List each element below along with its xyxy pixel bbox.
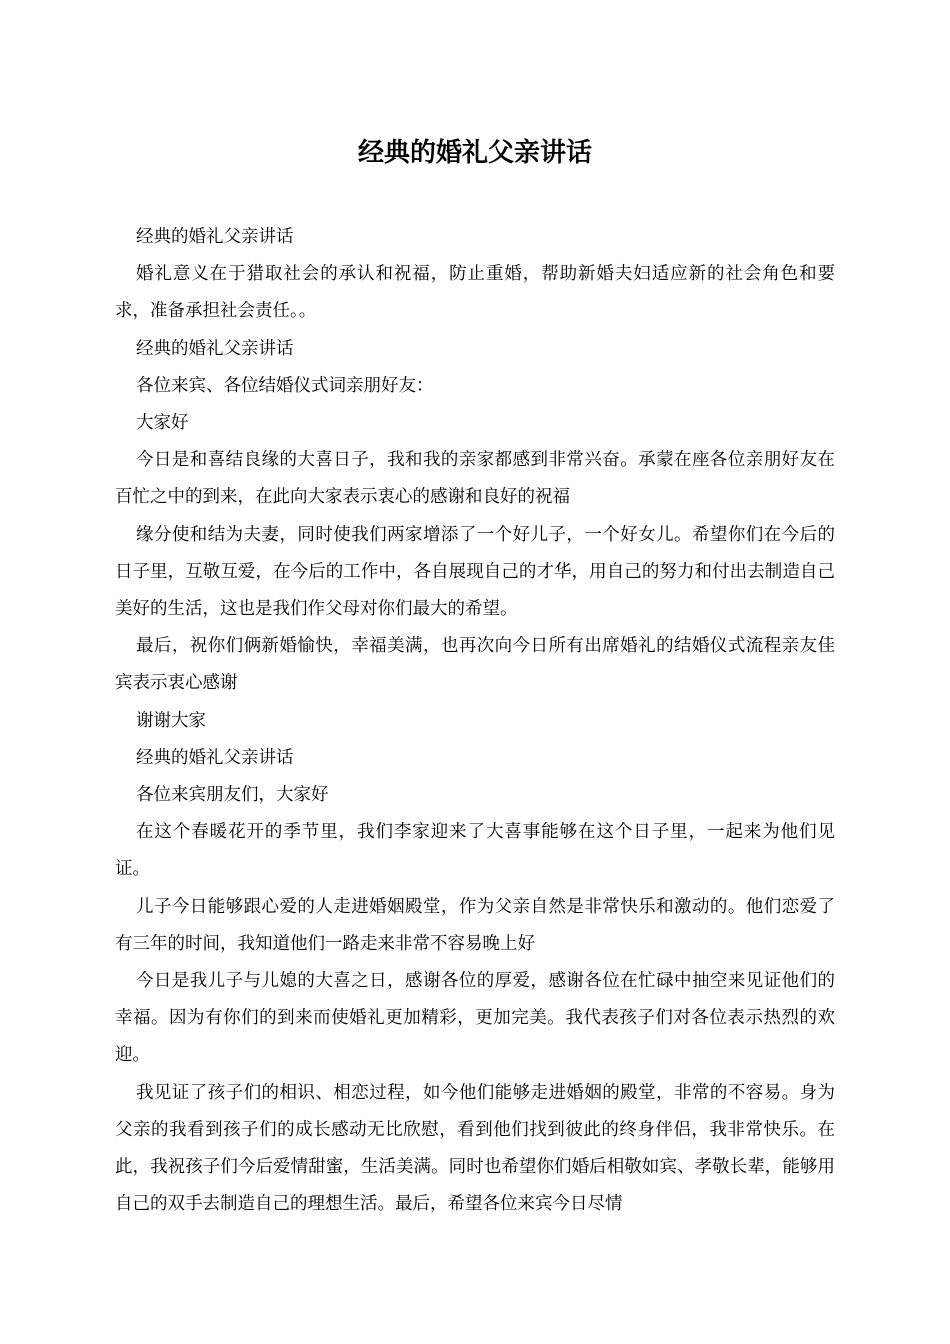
paragraph-subtitle-2: 经典的婚礼父亲讲话 — [136, 338, 294, 359]
paragraph-happy-day: 今日是和喜结良缘的大喜日子，我和我的亲家都感到非常兴奋。承蒙在座各位亲朋好友在百忙之中的到来，在此向大家表示衷心的感谢和良好的祝福 — [115, 450, 835, 508]
paragraph-spring: 在这个春暖花开的季节里，我们李家迎来了大喜事能够在这个日子里，一起来为他们见证。 — [115, 822, 835, 880]
paragraph-thanks: 谢谢大家 — [136, 710, 206, 731]
paragraph-son: 儿子今日能够跟心爱的人走进婚姻殿堂，作为父亲自然是非常快乐和激动的。他们恋爱了有三年的时间，我知道他们一路走来非常不容易晚上好 — [115, 896, 835, 954]
paragraph-hello-1: 大家好 — [136, 413, 189, 434]
document-title: 经典的婚礼父亲讲话 — [357, 138, 592, 168]
paragraph-subtitle-1: 经典的婚礼父亲讲话 — [136, 227, 294, 247]
paragraph-greeting-2: 各位来宾朋友们，大家好 — [136, 785, 329, 806]
paragraph-finally-1: 最后，祝你们俩新婚愉快，幸福美满，也再次向今日所有出席婚礼的结婚仪式流程亲友佳宾表示衷心感谢 — [115, 636, 835, 694]
paragraph-today: 今日是我儿子与儿媳的大喜之日，感谢各位的厚爱，感谢各位在忙碌中抽空来见证他们的幸福。因为有你们的到来而使婚礼更加精彩，更加完美。我代表孩子们对各位表示热烈的欢迎。 — [115, 971, 835, 1066]
document-body — [115, 219, 835, 1223]
paragraph-witness: 我见证了孩子们的相识、相恋过程，如今他们能够走进婚姻的殿堂，非常的不容易。身为父亲的我看到孩子们的成长感动无比欣慰，看到他们找到彼此的终身伴侣，我非常快乐。在此，我祝孩子们今后爱情甜蜜，生活美满。同时也希望你们婚后相敬如宾、孝敬长辈，能够用自己的双手去制造自己的理想生活。最后，希望各位来宾今日尽情 — [115, 1082, 835, 1215]
paragraph-greeting-1: 各位来宾、各位结婚仪式词亲朋好友： — [136, 375, 434, 396]
paragraph-subtitle-3: 经典的婚礼父亲讲话 — [136, 747, 294, 768]
paragraph-wedding-meaning: 婚礼意义在于猎取社会的承认和祝福，防止重婚，帮助新婚夫妇适应新的社会角色和要求，准备承担社会责任。。 — [115, 264, 835, 322]
paragraph-fate: 缘分使和结为夫妻，同时使我们两家增添了一个好儿子，一个好女儿。希望你们在今后的日子里，互敬互爱，在今后的工作中，各自展现自己的才华，用自己的努力和付出去制造自己美好的生活，这也是我们作父母对你们最大的希望。 — [115, 524, 835, 620]
